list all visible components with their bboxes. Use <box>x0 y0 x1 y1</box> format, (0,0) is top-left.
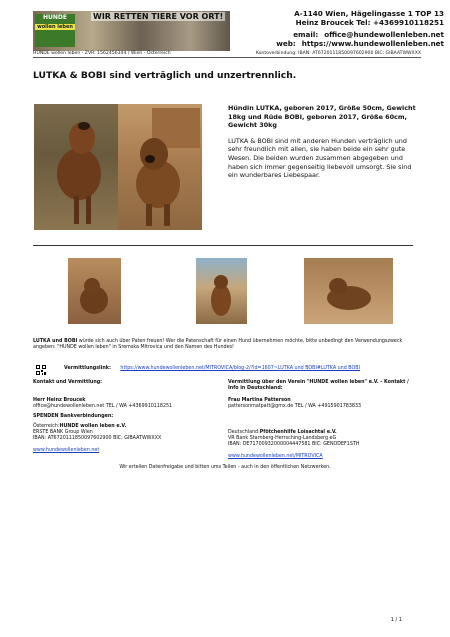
footer-note: Wir erteilen Datenfreigabe und bitten ums Teilen - auch in den öffentlichen Netzwerken. <box>119 465 331 470</box>
website-link-right[interactable]: www.hundewollenleben.net/MITROVICA <box>228 454 323 459</box>
dog-description <box>228 104 418 180</box>
bank-country-right: Deutschland: <box>228 430 260 435</box>
logo-bottom-text: wollen leben <box>35 24 75 30</box>
vermittlungslink-url[interactable]: https://www.hundewollenleben.net/MITROVICA/blog-2/?id=1607~LUTKA und BOBI#LUTKA und BOBI <box>120 366 360 371</box>
address-line-1: A-1140 Wien, Hägelingasse 1 TOP 13 <box>294 9 444 18</box>
subline-right: Kontoverbindung: IBAN: AT6720111850097602900 BIC: GIBAATWWXXX <box>255 51 421 56</box>
website-link-left[interactable]: www.hundewollenleben.net <box>33 448 100 453</box>
contact-name-right: Frau Martina Patterson <box>228 398 291 403</box>
bank-line2-left: ERSTE BANK Group Wien <box>33 430 93 435</box>
email-value[interactable]: office@hundewollenleben.net <box>324 30 444 39</box>
bank-line3-right: IBAN: DE71700932000004447581 BIC: GENODEF1STH <box>228 442 360 447</box>
thumbnail-1 <box>68 258 121 324</box>
main-photo-lutka <box>34 104 118 230</box>
hunde-wollen-leben-logo <box>35 14 75 47</box>
contact-details-left: office@hundewollenleben.net TEL / WA +4369910118251 <box>33 404 173 409</box>
contact-details-right: pattersonmatpatt@gmx.de TEL / WA +4915901783833 <box>228 404 362 409</box>
header-contact <box>234 9 444 48</box>
bank-line2-right: VR Bank Starnberg-Herrsching-Landsberg eG <box>228 436 337 441</box>
divider <box>33 245 413 246</box>
subline-left: HUNDE wollen leben - ZVR: 1562456344 / Wien - Österreich <box>33 51 171 56</box>
email-label: email: <box>293 30 319 39</box>
bank-line3-left: IBAN: AT6720111850097602900 BIC: GIBAATWWXXX <box>33 436 162 441</box>
vermittlungslink-row <box>64 366 360 372</box>
main-photo-bobi <box>118 104 202 230</box>
vermittlungslink-label: Vermittlungslink: <box>64 366 111 371</box>
contact-heading-left: Kontakt und Vermittlung: <box>33 380 103 385</box>
patenschaft-text <box>33 339 418 351</box>
banner-slogan: WIR RETTEN TIERE VOR ORT! <box>93 12 224 21</box>
contact-name-left: Herr Heinz Broucek <box>33 398 86 403</box>
patenschaft-dog-names: LUTKA und BOBI <box>33 339 78 344</box>
address-line-2: Heinz Broucek Tel: +4369910118251 <box>295 18 444 27</box>
header-subline <box>33 51 421 58</box>
logo-top-text: HUNDE <box>43 14 67 21</box>
thumbnail-3 <box>304 258 393 324</box>
web-label: web: <box>276 39 296 48</box>
contact-column-right <box>228 380 420 460</box>
bank-owner-right: Pfötchenhilfe Loisachtal e.V. <box>259 430 337 435</box>
contact-column-left <box>33 380 223 454</box>
bank-country-left: Österreich: <box>33 424 60 429</box>
page-title: LUTKA & BOBI sind verträglich und unzertrennlich. <box>33 70 297 81</box>
bank-owner-left: HUNDE wollen leben e.V. <box>59 424 127 429</box>
dog-character-text: LUTKA & BOBI sind mit anderen Hunden verträglich und sehr freundlich mit allen, sie haben beide ein sehr gute Wesen. Die beiden wurden zusammen abgegeben und haben sich immer gegenseitig liebevoll umsorgt. Sie sind ein wunderbares Liebespaar. <box>228 136 412 180</box>
spenden-heading: SPENDEN Bankverbindungen: <box>33 414 114 419</box>
contact-heading-right: Vermittlung über den Verein "HUNDE wollen leben" e.V. - Kontakt / Info in Deutschland: <box>228 380 409 391</box>
dog-facts: Hündin LUTKA, geboren 2017, Größe 50cm, Gewicht 18kg und Rüde BOBI, geboren 2017, Größe 60cm, Gewicht 30kg <box>228 104 416 130</box>
qr-code-icon <box>36 360 46 370</box>
header-banner <box>33 11 230 51</box>
patenschaft-body: würde sich auch über Paten freuen! Wer die Patenschaft für einen Hund übernehmen möchte, bitte unbedingt den Verwendungszweck angeben: "HUNDE wollen leben" in Sremska Mitrovica und den Namen des Hundes! <box>33 339 403 351</box>
page-number: 1 / 1 <box>390 617 402 623</box>
web-value[interactable]: https://www.hundewollenleben.net <box>301 39 444 48</box>
thumbnail-2 <box>196 258 247 324</box>
